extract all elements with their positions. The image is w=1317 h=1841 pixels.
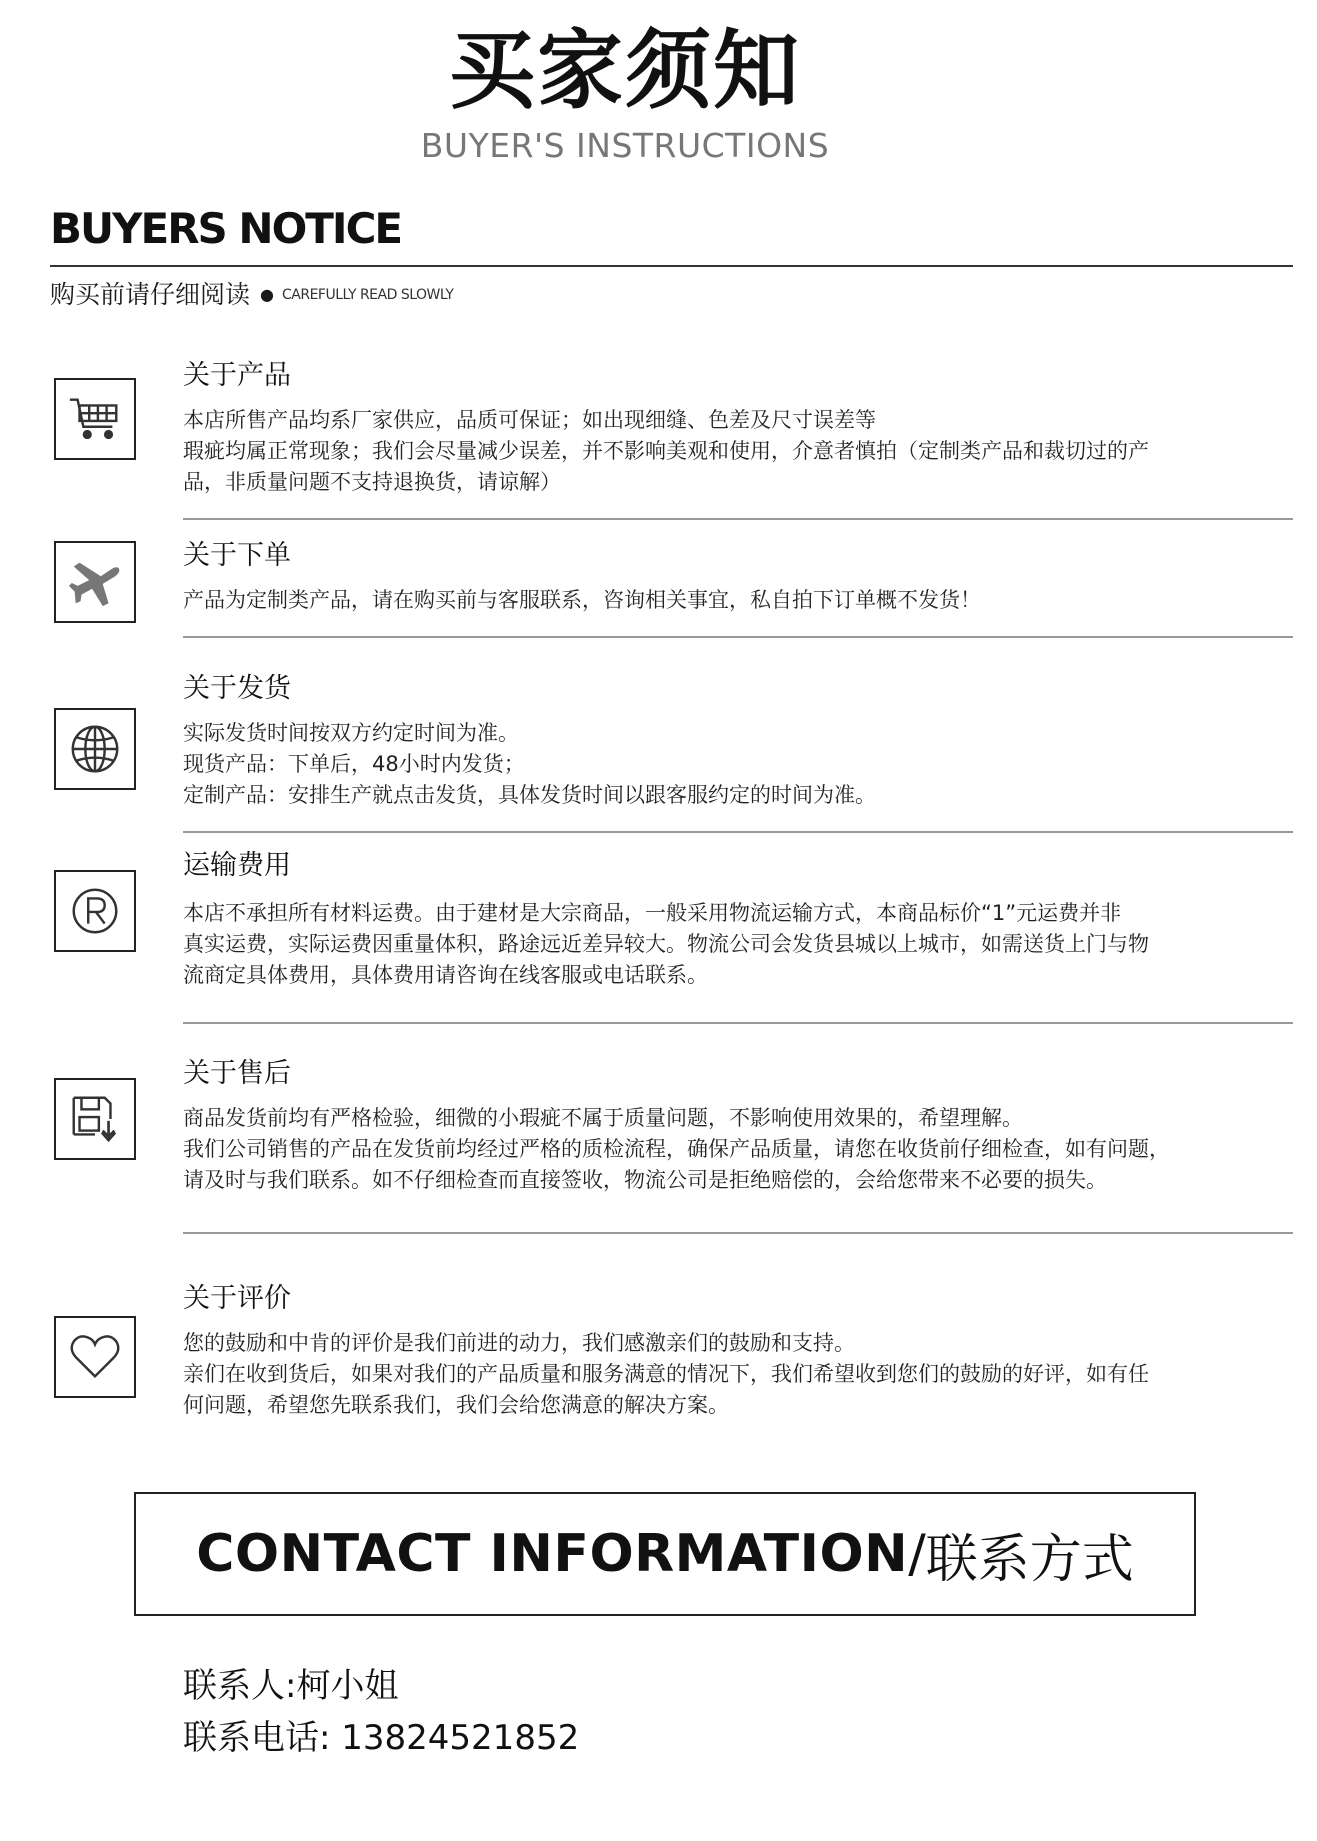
contact-banner-slash: /: [908, 1524, 926, 1584]
save-download-icon: [54, 1078, 136, 1160]
section-line: 瑕疵均属正常现象；我们会尽量减少误差，并不影响美观和使用，介意者慎拍（定制类产品和裁切过的产: [183, 439, 1149, 463]
section-body: [183, 898, 1263, 991]
notice-divider: [50, 265, 1293, 267]
section-divider: [183, 1022, 1293, 1024]
section-line: 请及时与我们联系。如不仔细检查而直接签收，物流公司是拒绝赔偿的，会给您带来不必要的损失。: [183, 1168, 1107, 1192]
section-title: 关于售后: [183, 1058, 291, 1089]
bullet-dot: ●: [260, 285, 274, 305]
section-line: 产品为定制类产品，请在购买前与客服联系，咨询相关事宜，私自拍下订单概不发货！: [183, 588, 981, 612]
notice-subheading-cn: 购买前请仔细阅读: [50, 280, 251, 309]
section-divider: [183, 831, 1293, 833]
section-line: 您的鼓励和中肯的评价是我们前进的动力，我们感激亲们的鼓励和支持。: [183, 1331, 855, 1355]
section-line: 商品发货前均有严格检验，细微的小瑕疵不属于质量问题，不影响使用效果的，希望理解。: [183, 1106, 1023, 1130]
notice-subheading: [50, 280, 453, 310]
section-line: 何问题，希望您先联系我们，我们会给您满意的解决方案。: [183, 1393, 729, 1417]
section-line: 我们公司销售的产品在发货前均经过严格的质检流程，确保产品质量，请您在收货前仔细检查，如有问题，: [183, 1137, 1170, 1161]
section-line: 现货产品：下单后，48小时内发货；: [183, 752, 525, 776]
registered-icon: [54, 870, 136, 952]
section-body: [183, 1103, 1263, 1196]
section-divider: [183, 636, 1293, 638]
section-line: 品，非质量问题不支持退换货，请谅解）: [183, 470, 561, 494]
section-title: 关于产品: [183, 360, 291, 391]
contact-phone: 联系电话: 13824521852: [183, 1718, 580, 1758]
section-line: 实际发货时间按双方约定时间为准。: [183, 721, 519, 745]
globe-icon: [54, 708, 136, 790]
section-body: [183, 718, 1263, 811]
section-body: [183, 1328, 1263, 1421]
section-body: [183, 585, 1263, 616]
contact-banner-zh: 联系方式: [925, 1529, 1134, 1590]
section-body: [183, 405, 1263, 498]
section-title: 关于发货: [183, 673, 291, 704]
airplane-icon: [54, 541, 136, 623]
page-subtitle: BUYER'S INSTRUCTIONS: [420, 126, 830, 165]
section-line: 真实运费，实际运费因重量体积，路途远近差异较大。物流公司会发货县城以上城市，如需送货上门与物: [183, 932, 1149, 956]
page-title: 买家须知: [449, 21, 801, 121]
contact-person: 联系人:柯小姐: [183, 1666, 399, 1706]
section-line: 本店所售产品均系厂家供应，品质可保证；如出现细缝、色差及尺寸误差等: [183, 408, 876, 432]
contact-banner-en: CONTACT INFORMATION: [196, 1524, 909, 1584]
section-title: 运输费用: [183, 850, 291, 881]
notice-heading: BUYERS NOTICE: [50, 204, 402, 253]
section-divider: [183, 1232, 1293, 1234]
contact-banner: [134, 1492, 1196, 1616]
section-line: 流商定具体费用，具体费用请咨询在线客服或电话联系。: [183, 963, 708, 987]
shopping-cart-icon: [54, 378, 136, 460]
section-line: 定制产品：安排生产就点击发货，具体发货时间以跟客服约定的时间为准。: [183, 783, 876, 807]
section-line: 本店不承担所有材料运费。由于建材是大宗商品，一般采用物流运输方式，本商品标价“1”元运费并非: [183, 901, 1122, 925]
section-title: 关于评价: [183, 1283, 291, 1314]
section-divider: [183, 518, 1293, 520]
section-title: 关于下单: [183, 540, 291, 571]
notice-subheading-en: CAREFULLY READ SLOWLY: [281, 286, 454, 303]
heart-icon: [54, 1316, 136, 1398]
section-line: 亲们在收到货后，如果对我们的产品质量和服务满意的情况下，我们希望收到您们的鼓励的好评，如有任: [183, 1362, 1149, 1386]
